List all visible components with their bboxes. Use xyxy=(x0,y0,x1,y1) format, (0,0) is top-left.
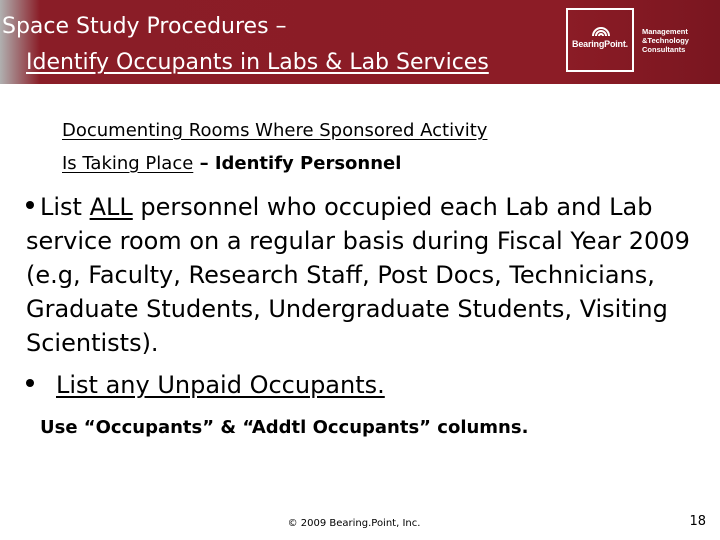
subtitle-bold-text: – Identify Personnel xyxy=(193,153,402,174)
footer-copyright xyxy=(0,518,720,529)
slide-header xyxy=(0,0,720,84)
bearingpoint-logo xyxy=(566,8,634,72)
bullet-text-before: List xyxy=(40,193,90,221)
bullet-text-after: personnel who occupied each Lab and Lab service room on a regular basis during Fiscal Year 2009 (e.g, Faculty, Research Staff, Post Docs, Technicians, Graduate Students, Undergraduate Students, Visiting Scientists). xyxy=(26,193,690,357)
bullet-item-unpaid-occupants xyxy=(26,368,385,402)
slide-subtitle xyxy=(62,114,702,180)
bullet-emphasis-all: ALL xyxy=(89,193,133,221)
columns-note: Use “Occupants” & “Addtl Occupants” columns. xyxy=(40,417,529,438)
tagline-line: Consultants xyxy=(642,45,686,54)
bullet-text: List any Unpaid Occupants. xyxy=(56,371,385,399)
bullet-item-list-all-personnel xyxy=(26,190,706,360)
tagline-line: Management xyxy=(642,27,688,36)
bullet-icon xyxy=(26,379,34,387)
slide-title-line-1: Space Study Procedures – xyxy=(2,14,287,39)
page-number: 18 xyxy=(689,514,706,529)
subtitle-underlined-text: Is Taking Place xyxy=(62,153,194,174)
slide-title-line-2: Identify Occupants in Labs & Lab Services xyxy=(26,50,489,75)
logo-arcs-icon xyxy=(592,21,610,37)
copyright-text: © 2009 Bearing.Point, Inc. xyxy=(287,518,421,529)
bullet-icon xyxy=(26,201,34,209)
subtitle-line-1: Documenting Rooms Where Sponsored Activity xyxy=(62,120,488,141)
logo-wordmark: BearingPoint. xyxy=(572,39,628,49)
subtitle-line-2 xyxy=(62,147,702,180)
logo-tagline xyxy=(642,27,689,54)
tagline-line: &Technology xyxy=(642,36,689,45)
